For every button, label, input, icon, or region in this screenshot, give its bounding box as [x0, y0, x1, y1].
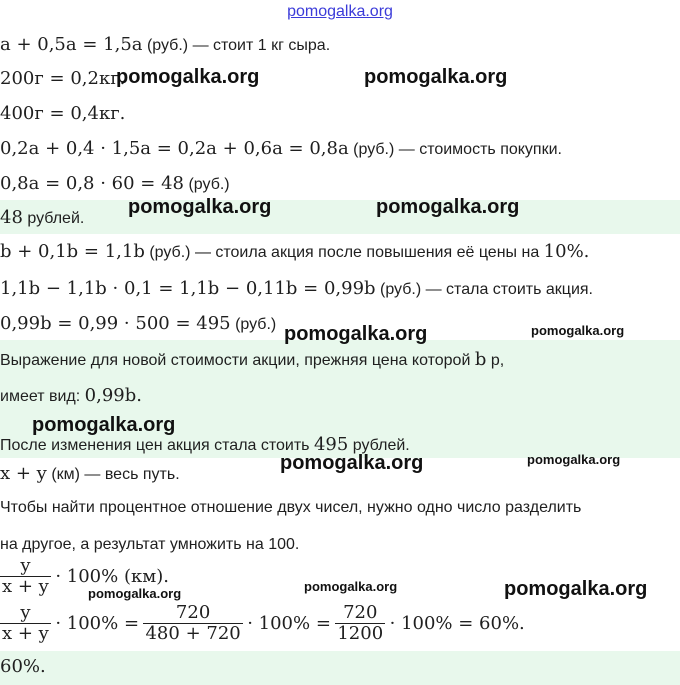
text: (руб.) — [188, 176, 230, 193]
math: 10%. — [543, 241, 590, 262]
line-11-answer — [0, 385, 680, 406]
numerator: 720 — [335, 603, 385, 624]
watermark: pomogalka.org — [531, 323, 625, 338]
text: (руб.) — стоила акция после повышения её цены на — [149, 244, 540, 261]
math: 400г = 0,4кг. — [0, 103, 126, 124]
text: Чтобы найти процентное отношение двух чисел, нужно одно число разделить — [0, 499, 582, 516]
watermark: pomogalka.org — [504, 578, 648, 600]
text: (руб.) — стоимость покупки. — [353, 141, 562, 158]
line-7 — [0, 241, 680, 262]
math: 200г = 0,2кг. — [0, 68, 126, 89]
math: · 100% = — [55, 613, 140, 634]
text: Выражение для новой стоимости акции, прежняя цена которой — [0, 352, 471, 369]
watermark: pomogalka.org — [32, 414, 176, 436]
watermark: pomogalka.org — [364, 66, 508, 88]
fraction — [0, 603, 51, 644]
watermark: pomogalka.org — [88, 586, 182, 601]
line-15 — [0, 536, 680, 554]
formula-2 — [0, 603, 680, 644]
watermark: pomogalka.org — [128, 196, 272, 218]
text: р, — [490, 352, 505, 369]
denominator: x + y — [2, 623, 49, 644]
fraction — [335, 603, 385, 644]
watermark: pomogalka.org — [116, 66, 260, 88]
math: x + y — [0, 463, 47, 484]
text: (руб.) — [235, 316, 277, 333]
line-1 — [0, 34, 680, 55]
fraction — [143, 603, 242, 644]
line-6-answer — [0, 207, 680, 228]
text: рублей. — [27, 210, 85, 227]
numerator: y — [0, 556, 51, 577]
math: 0,99b = 0,99 · 500 = 495 — [0, 313, 231, 334]
watermark: pomogalka.org — [284, 323, 428, 345]
math: 48 — [0, 207, 23, 228]
line-5 — [0, 173, 680, 194]
text: (км) — весь путь. — [51, 466, 180, 483]
line-14 — [0, 499, 680, 517]
fraction — [0, 556, 51, 597]
math: b — [474, 349, 487, 370]
math: 0,8a = 0,8 · 60 = 48 — [0, 173, 185, 194]
watermark: pomogalka.org — [304, 579, 398, 594]
math: a + 0,5a = 1,5a — [0, 34, 143, 55]
denominator: 1200 — [337, 623, 384, 644]
line-18-answer — [0, 656, 680, 677]
text: После изменения цен акция стала стоить — [0, 437, 310, 454]
math: · 100% (км). — [55, 566, 169, 587]
math: 495 — [313, 434, 349, 455]
watermark: pomogalka.org — [280, 452, 424, 474]
line-3 — [0, 103, 680, 124]
text: (руб.) — стала стоить акция. — [380, 281, 593, 298]
text: имеет вид: — [0, 388, 81, 405]
line-2 — [0, 68, 680, 89]
math: 60%. — [0, 656, 46, 677]
denominator: 480 + 720 — [145, 623, 241, 644]
math: · 100% = 60%. — [389, 613, 525, 634]
text: рублей. — [352, 437, 410, 454]
math: · 100% = — [247, 613, 331, 634]
watermark: pomogalka.org — [376, 196, 520, 218]
numerator: 720 — [143, 603, 242, 624]
watermark: pomogalka.org — [527, 452, 621, 467]
math: 0,2a + 0,4 · 1,5a = 0,2a + 0,6a = 0,8a — [0, 138, 349, 159]
numerator: y — [0, 603, 51, 624]
line-10-answer — [0, 349, 680, 370]
math: 0,99b. — [84, 385, 142, 406]
math: b + 0,1b = 1,1b — [0, 241, 145, 262]
text: на другое, а результат умножить на 100. — [0, 536, 300, 553]
denominator: x + y — [2, 576, 49, 597]
line-4 — [0, 138, 680, 159]
line-8 — [0, 278, 680, 299]
text: (руб.) — стоит 1 кг сыра. — [146, 37, 331, 54]
watermark-top-link[interactable]: pomogalka.org — [287, 3, 393, 20]
math: 1,1b − 1,1b · 0,1 = 1,1b − 0,11b = 0,99b — [0, 278, 376, 299]
